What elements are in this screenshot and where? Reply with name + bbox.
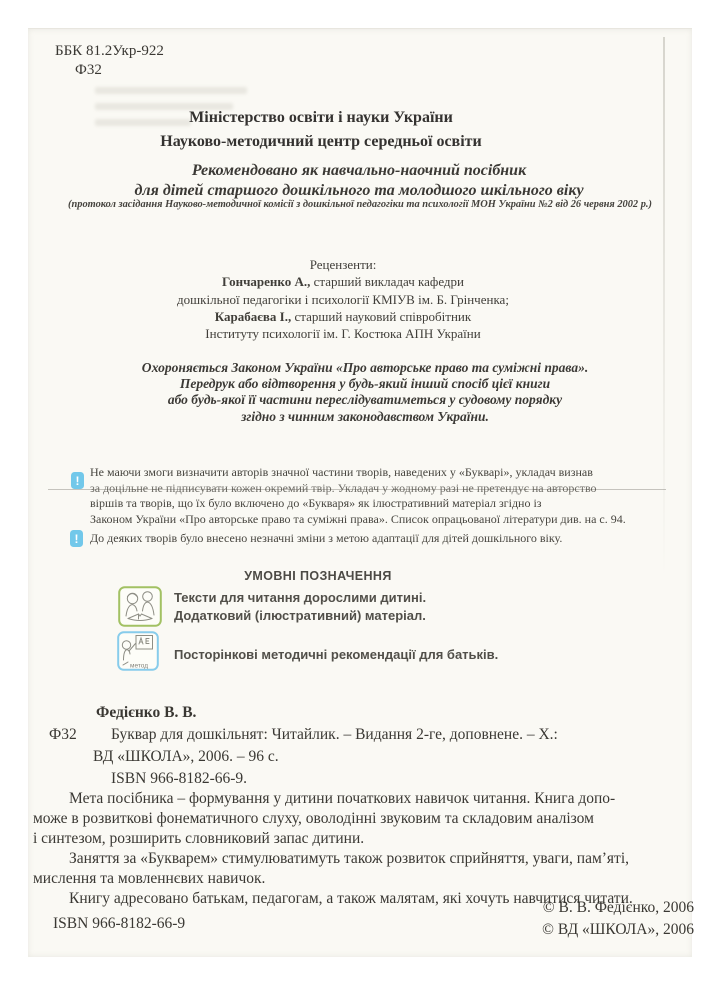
reviewer-2-role: старший науковий співробітник: [291, 308, 472, 324]
legal-notice: [52, 360, 678, 425]
legend-item1-line1: Тексти для читання дорослими дитині.: [174, 590, 427, 605]
bleed-through-text: [95, 87, 247, 94]
annotation-p1-line1: Мета посібника – формування у дитини початкових навичок читання. Книга допо-: [69, 790, 616, 807]
card-title-line1: Буквар для дошкільнят: Читайлик. – Видання 2-ге, доповнене. – Х.:: [111, 726, 558, 743]
protocol-note: (протокол засідання Науково-методичної комісії з дошкільної педагогіки та психології МОН України №2 від 26 червня 2002 р.): [68, 199, 652, 210]
card-isbn: ISBN 966-8182-66-9.: [111, 770, 248, 787]
note1-line3: віршів та творів, що їх було включено до «Букваря» як ілюстративний матеріал згідно із: [90, 496, 542, 511]
footer-isbn: ISBN 966-8182-66-9: [53, 915, 186, 932]
card-author: Федієнко В. В.: [96, 704, 197, 721]
card-title-line2: ВД «ШКОЛА», 2006. – 96 с.: [93, 748, 279, 765]
page-scan: [28, 28, 692, 957]
author-sign-code: Ф32: [75, 62, 102, 78]
note1-line2: за доцільне не підписувати кожен окремий твір. Укладач у жодному разі не претендує на авторство: [90, 480, 597, 495]
legal-line4: згідно з чинним законодавством України.: [241, 408, 489, 424]
reviewers-title: Рецензенти:: [309, 257, 377, 272]
reviewer-1-name: Гончаренко А.,: [221, 274, 311, 290]
recommendation-statement: [48, 161, 670, 201]
reviewers-block: [28, 256, 658, 342]
copyright-publisher: © ВД «ШКОЛА», 2006: [542, 920, 694, 938]
legend-title: УМОВНІ ПОЗНАЧЕННЯ: [244, 569, 392, 583]
exclamation-glyph: !: [74, 531, 79, 546]
annotation-p1-line2: може в розвиткові фонематичного слуху, оволодінні звуковим та складовим аналізом: [33, 810, 594, 827]
recommendation-line2: для дітей старшого дошкільного та молодшого шкільного віку: [134, 182, 584, 199]
bbk-code: ББК 81.2Укр-922: [55, 43, 164, 59]
reviewer-1-role: старший викладач кафедри: [310, 274, 464, 290]
method-icon-label: метод: [130, 662, 149, 670]
annotation-p1-line3: і синтезом, розширить словниковий запас дитини.: [33, 830, 365, 847]
compiler-note-2: До деяких творів було внесено незначні зміни з метою адаптації для дітей дошкільного віку.: [90, 531, 563, 545]
note1-line1: Не маючи змоги визначити авторів значної частини творів, наведених у «Букварі», укладач визнав: [90, 465, 593, 479]
card-code: Ф32: [49, 726, 77, 743]
annotation-p2-line1: Заняття за «Букварем» стимулюватимуть також розвиток сприйняття, уваги, пам’яті,: [69, 850, 630, 867]
exclamation-icon: [71, 472, 84, 489]
ministry-header: [28, 106, 614, 154]
copyright-author: © В. В. Федієнко, 2006: [542, 899, 694, 916]
method-recommendations-icon: [117, 631, 159, 676]
compiler-note-1: [90, 465, 650, 528]
recommendation-line1: Рекомендовано як навчально-наочний посібник: [191, 162, 527, 179]
legend-item1-line2: Додатковий (ілюстративний) матеріал.: [174, 608, 426, 623]
ministry-line2: Науково-методичний центр середньої освіти: [160, 133, 482, 150]
legal-line2: Передрук або відтворення у будь-який інший спосіб цієї книги: [179, 376, 551, 392]
ministry-line1: Міністерство освіти і науки України: [189, 109, 453, 126]
annotation-p2-line2: мислення та мовленнєвих навичок.: [33, 870, 266, 887]
legal-line1: Охороняється Законом України «Про авторське право та суміжні права».: [141, 360, 589, 375]
legend-item-1-label: [174, 589, 426, 625]
reviewer-1: [28, 273, 658, 290]
page-edge-artifact: [663, 37, 665, 577]
reviewer-2: [28, 308, 658, 325]
annotation-p3-line1: Книгу адресовано батькам, педагогам, а також малятам, які хочуть навчитися читати.: [69, 890, 633, 907]
legal-line3: або будь-якої її частини переслідуватиметься у судовому порядку: [167, 392, 563, 408]
copyright-block: [394, 897, 694, 940]
reviewer-2-affiliation: Інституту психології ім. Г. Костюка АПН України: [205, 326, 481, 342]
note1-line4: Законом України «Про авторське право та суміжні права». Список опрацьованої літератури див. на с. 94.: [90, 512, 626, 527]
adult-child-reading-icon: [118, 586, 162, 632]
exclamation-glyph: !: [75, 473, 80, 488]
bbk-classification: [55, 42, 164, 80]
legend-item-2-label: Посторінкові методичні рекомендації для батьків.: [174, 647, 499, 662]
exclamation-icon: [70, 530, 83, 547]
reviewer-2-name: Карабаєва І.,: [214, 308, 292, 324]
reviewer-1-affiliation: дошкільної педагогіки і психології КМІУВ ім. Б. Грінченка;: [177, 291, 509, 307]
